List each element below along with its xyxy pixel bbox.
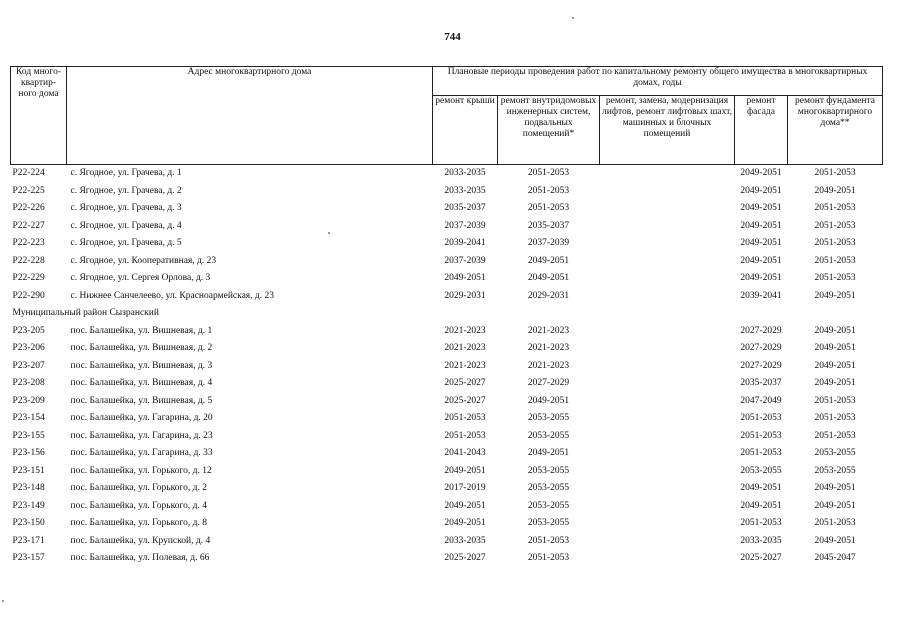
table-row xyxy=(11,218,883,236)
cell-facade: 2035-2037 xyxy=(740,378,782,389)
cell-elevators xyxy=(600,358,735,376)
cell-address: пос. Балашейка, ул. Гагарина, д. 20 xyxy=(70,413,213,424)
table-row xyxy=(11,393,883,411)
section-row xyxy=(11,305,883,323)
cell-code: P23-171 xyxy=(12,535,45,546)
cell-address: пос. Балашейка, ул. Вишневая, д. 4 xyxy=(70,378,213,389)
header-period-group: Плановые периоды проведения работ по капитальному ремонту общего имущества в многоквартирных домах, годы xyxy=(433,67,883,96)
cell-engineering: 2029-2031 xyxy=(527,290,570,301)
cell-roof: 2049-2051 xyxy=(444,273,486,284)
cell-facade: 2049-2051 xyxy=(740,238,782,249)
cell-roof: 2051-2053 xyxy=(444,413,486,424)
cell-code: P22-225 xyxy=(12,185,45,196)
table-row xyxy=(11,323,883,341)
cell-facade: 2049-2051 xyxy=(740,203,782,214)
cell-engineering: 2053-2055 xyxy=(527,500,570,511)
cell-address: с. Ягодное, ул. Грачева, д. 5 xyxy=(70,238,182,249)
cell-code: P23-206 xyxy=(12,343,45,354)
cell-roof: 2037-2039 xyxy=(444,255,486,266)
cell-engineering: 2027-2029 xyxy=(527,378,570,389)
table-row xyxy=(11,270,883,288)
cell-address: с. Ягодное, ул. Кооперативная, д. 23 xyxy=(70,255,217,266)
cell-foundation: 2053-2055 xyxy=(814,465,856,476)
cell-elevators xyxy=(600,410,735,428)
cell-foundation: 2051-2053 xyxy=(814,395,856,406)
table-row xyxy=(11,463,883,481)
cell-engineering: 2049-2051 xyxy=(527,395,570,406)
cell-engineering: 2037-2039 xyxy=(527,238,570,249)
cell-engineering: 2053-2055 xyxy=(527,518,570,529)
cell-roof: 2017-2019 xyxy=(444,483,486,494)
cell-foundation: 2053-2055 xyxy=(814,448,856,459)
cell-code: P23-209 xyxy=(12,395,45,406)
table-row xyxy=(11,358,883,376)
cell-engineering: 2049-2051 xyxy=(527,273,570,284)
cell-facade: 2049-2051 xyxy=(740,500,782,511)
cell-foundation: 2049-2051 xyxy=(814,535,856,546)
cell-engineering: 2049-2051 xyxy=(527,255,570,266)
header-code: Код много-квартир-ного дома xyxy=(11,67,67,165)
cell-roof: 2021-2023 xyxy=(444,343,486,354)
cell-facade: 2049-2051 xyxy=(740,273,782,284)
cell-foundation: 2051-2053 xyxy=(814,238,856,249)
cell-elevators xyxy=(600,428,735,446)
header-roof: ремонт крыши xyxy=(433,96,498,165)
header-engineering: ремонт внутридомовых инженерных систем, подвальных помещений* xyxy=(498,96,600,165)
cell-address: с. Ягодное, ул. Грачева, д. 4 xyxy=(70,220,182,231)
cell-elevators xyxy=(600,550,735,568)
page-number: 744 xyxy=(444,31,461,43)
cell-code: P22-228 xyxy=(12,255,45,266)
cell-foundation: 2049-2051 xyxy=(814,185,856,196)
cell-foundation: 2049-2051 xyxy=(814,378,856,389)
rows-top xyxy=(11,165,883,306)
cell-code: P23-156 xyxy=(12,448,45,459)
cell-roof: 2037-2039 xyxy=(444,220,486,231)
cell-code: P22-290 xyxy=(12,290,45,301)
cell-address: пос. Балашейка, ул. Вишневая, д. 1 xyxy=(70,325,213,336)
cell-engineering: 2053-2055 xyxy=(527,483,570,494)
cell-engineering: 2053-2055 xyxy=(527,413,570,424)
cell-facade: 2053-2055 xyxy=(740,465,782,476)
cell-code: P22-229 xyxy=(12,273,45,284)
table-row xyxy=(11,445,883,463)
cell-engineering: 2021-2023 xyxy=(527,360,570,371)
cell-foundation: 2049-2051 xyxy=(814,343,856,354)
cell-code: P23-157 xyxy=(12,553,45,564)
table-row xyxy=(11,480,883,498)
cell-elevators xyxy=(600,498,735,516)
cell-roof: 2033-2035 xyxy=(444,168,486,179)
cell-facade: 2049-2051 xyxy=(740,168,782,179)
cell-engineering: 2051-2053 xyxy=(527,553,570,564)
cell-address: пос. Балашейка, ул. Гагарина, д. 33 xyxy=(70,448,213,459)
header-address: Адрес многоквартирного дома xyxy=(67,67,433,165)
cell-elevators xyxy=(600,183,735,201)
cell-foundation: 2051-2053 xyxy=(814,430,856,441)
table-row xyxy=(11,515,883,533)
cell-engineering: 2021-2023 xyxy=(527,325,570,336)
cell-roof: 2049-2051 xyxy=(444,465,486,476)
cell-facade: 2049-2051 xyxy=(740,220,782,231)
table-row xyxy=(11,428,883,446)
cell-code: P23-154 xyxy=(12,413,45,424)
cell-address: пос. Балашейка, ул. Горького, д. 8 xyxy=(70,518,207,529)
cell-address: пос. Балашейка, ул. Вишневая, д. 2 xyxy=(70,343,213,354)
cell-elevators xyxy=(600,165,735,183)
table-row xyxy=(11,375,883,393)
cell-foundation: 2045-2047 xyxy=(814,553,856,564)
cell-elevators xyxy=(600,393,735,411)
cell-address: пос. Балашейка, ул. Горького, д. 4 xyxy=(70,500,207,511)
section-row-group xyxy=(11,305,883,323)
cell-code: P23-155 xyxy=(12,430,45,441)
cell-address: пос. Балашейка, ул. Вишневая, д. 5 xyxy=(70,395,213,406)
cell-address: пос. Балашейка, ул. Горького, д. 2 xyxy=(70,483,207,494)
cell-address: пос. Балашейка, ул. Гагарина, д. 23 xyxy=(70,430,213,441)
cell-facade: 2051-2053 xyxy=(740,430,782,441)
cell-engineering: 2051-2053 xyxy=(527,185,570,196)
rows-bottom xyxy=(11,323,883,568)
cell-code: P22-227 xyxy=(12,220,45,231)
cell-foundation: 2051-2053 xyxy=(814,413,856,424)
cell-facade: 2051-2053 xyxy=(740,518,782,529)
cell-facade: 2039-2041 xyxy=(740,290,782,301)
table-row xyxy=(11,410,883,428)
cell-code: P23-207 xyxy=(12,360,45,371)
cell-roof: 2025-2027 xyxy=(444,395,486,406)
table-row xyxy=(11,533,883,551)
cell-roof: 2025-2027 xyxy=(444,378,486,389)
cell-address: с. Ягодное, ул. Сергея Орлова, д. 3 xyxy=(70,273,211,284)
cell-code: P23-151 xyxy=(12,465,45,476)
cell-code: P23-208 xyxy=(12,378,45,389)
cell-code: P22-223 xyxy=(12,238,45,249)
section-label: Муниципальный район Сызранский xyxy=(12,308,159,319)
cell-engineering: 2051-2053 xyxy=(527,203,570,214)
cell-roof: 2049-2051 xyxy=(444,500,486,511)
cell-code: P22-226 xyxy=(12,203,45,214)
table-row xyxy=(11,200,883,218)
cell-address: с. Нижнее Санчелеево, ул. Красноармейская, д. 23 xyxy=(70,290,275,301)
cell-elevators xyxy=(600,480,735,498)
cell-roof: 2039-2041 xyxy=(444,238,486,249)
cell-facade: 2051-2053 xyxy=(740,413,782,424)
cell-elevators xyxy=(600,288,735,306)
cell-roof: 2033-2035 xyxy=(444,535,486,546)
cell-code: P23-205 xyxy=(12,325,45,336)
table-row xyxy=(11,183,883,201)
cell-roof: 2049-2051 xyxy=(444,518,486,529)
cell-foundation: 2051-2053 xyxy=(814,203,856,214)
scan-speck xyxy=(2,600,4,602)
cell-facade: 2025-2027 xyxy=(740,553,782,564)
table-row xyxy=(11,165,883,183)
cell-foundation: 2051-2053 xyxy=(814,518,856,529)
cell-roof: 2025-2027 xyxy=(444,553,486,564)
cell-facade: 2027-2029 xyxy=(740,343,782,354)
table-row xyxy=(11,235,883,253)
cell-engineering: 2051-2053 xyxy=(527,168,570,179)
cell-foundation: 2051-2053 xyxy=(814,220,856,231)
cell-engineering: 2053-2055 xyxy=(527,465,570,476)
cell-engineering: 2021-2023 xyxy=(527,343,570,354)
cell-roof: 2033-2035 xyxy=(444,185,486,196)
cell-roof: 2035-2037 xyxy=(444,203,486,214)
cell-facade: 2027-2029 xyxy=(740,325,782,336)
cell-foundation: 2049-2051 xyxy=(814,290,856,301)
cell-elevators xyxy=(600,533,735,551)
header-foundation: ремонт фундамента многоквартирного дома** xyxy=(788,96,883,165)
cell-foundation: 2049-2051 xyxy=(814,360,856,371)
cell-code: P22-224 xyxy=(12,168,45,179)
cell-elevators xyxy=(600,200,735,218)
cell-elevators xyxy=(600,235,735,253)
header-elevators: ремонт, замена, модернизация лифтов, ремонт лифтовых шахт, машинных и блочных помещений xyxy=(600,96,735,165)
cell-elevators xyxy=(600,218,735,236)
cell-address: с. Ягодное, ул. Грачева, д. 3 xyxy=(70,203,182,214)
cell-facade: 2049-2051 xyxy=(740,185,782,196)
cell-engineering: 2049-2051 xyxy=(527,448,570,459)
table-row xyxy=(11,498,883,516)
cell-elevators xyxy=(600,323,735,341)
cell-roof: 2021-2023 xyxy=(444,325,486,336)
cell-facade: 2027-2029 xyxy=(740,360,782,371)
table-row xyxy=(11,253,883,271)
cell-foundation: 2051-2053 xyxy=(814,273,856,284)
cell-code: P23-148 xyxy=(12,483,45,494)
cell-facade: 2049-2051 xyxy=(740,255,782,266)
cell-address: с. Ягодное, ул. Грачева, д. 1 xyxy=(70,168,182,179)
cell-address: пос. Балашейка, ул. Вишневая, д. 3 xyxy=(70,360,213,371)
scan-speck xyxy=(572,17,574,19)
cell-code: P23-150 xyxy=(12,518,45,529)
cell-address: пос. Балашейка, ул. Крупской, д. 4 xyxy=(70,535,211,546)
cell-elevators xyxy=(600,253,735,271)
cell-foundation: 2049-2051 xyxy=(814,500,856,511)
cell-roof: 2021-2023 xyxy=(444,360,486,371)
cell-foundation: 2049-2051 xyxy=(814,483,856,494)
cell-elevators xyxy=(600,340,735,358)
cell-elevators xyxy=(600,463,735,481)
cell-elevators xyxy=(600,375,735,393)
cell-engineering: 2051-2053 xyxy=(527,535,570,546)
cell-facade: 2051-2053 xyxy=(740,448,782,459)
cell-foundation: 2049-2051 xyxy=(814,325,856,336)
cell-elevators xyxy=(600,270,735,288)
cell-address: пос. Балашейка, ул. Горького, д. 12 xyxy=(70,465,212,476)
capital-repair-table xyxy=(10,66,883,568)
cell-roof: 2051-2053 xyxy=(444,430,486,441)
cell-facade: 2047-2049 xyxy=(740,395,782,406)
cell-elevators xyxy=(600,515,735,533)
cell-facade: 2033-2035 xyxy=(740,535,782,546)
table-row xyxy=(11,550,883,568)
cell-elevators xyxy=(600,445,735,463)
cell-roof: 2029-2031 xyxy=(444,290,486,301)
cell-roof: 2041-2043 xyxy=(444,448,486,459)
cell-address: пос. Балашейка, ул. Полевая, д. 66 xyxy=(70,553,210,564)
cell-engineering: 2035-2037 xyxy=(527,220,570,231)
cell-code: P23-149 xyxy=(12,500,45,511)
header-facade: ремонт фасада xyxy=(735,96,788,165)
cell-address: с. Ягодное, ул. Грачева, д. 2 xyxy=(70,185,182,196)
table-row xyxy=(11,288,883,306)
cell-facade: 2049-2051 xyxy=(740,483,782,494)
table-row xyxy=(11,340,883,358)
cell-engineering: 2053-2055 xyxy=(527,430,570,441)
cell-foundation: 2051-2053 xyxy=(814,168,856,179)
cell-foundation: 2051-2053 xyxy=(814,255,856,266)
